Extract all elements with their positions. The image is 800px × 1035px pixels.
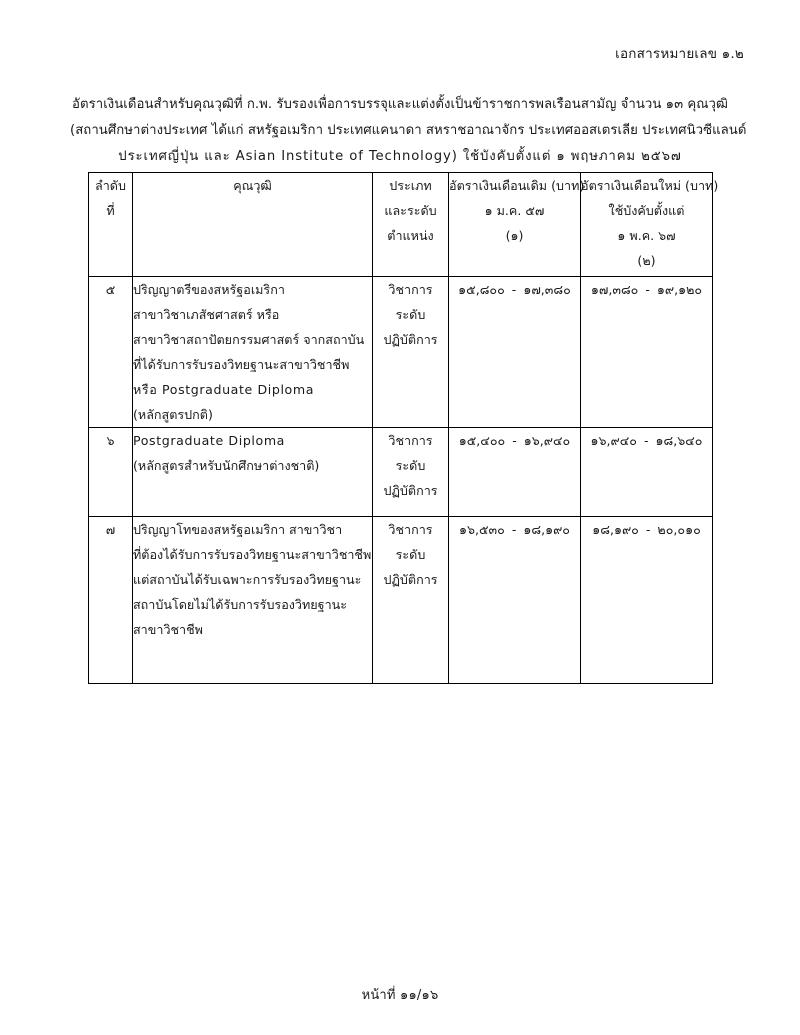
old-rate-max: ๑๗,๓๘๐: [523, 282, 571, 297]
old-rate-cell: [449, 277, 581, 428]
title-line-1: อัตราเงินเดือนสำหรับคุณวุฒิที่ ก.พ. รับรองเพื่อการบรรจุและแต่งตั้งเป็นข้าราชการพลเรือนสามัญ จำนวน ๑๓ คุณวุฒิ: [72, 97, 728, 112]
table-row: [89, 277, 713, 428]
range-dash: -: [511, 282, 517, 297]
qualification-cell: Postgraduate Diploma (หลักสูตรสำหรับนักศึกษาต่างชาติ): [133, 428, 373, 517]
new-rate-max: ๑๙,๑๒๐: [656, 282, 703, 297]
new-rate-cell: [581, 277, 713, 428]
old-rate-max: ๑๘,๑๙๐: [523, 522, 570, 537]
page-footer: หน้าที่ ๑๑/๑๖: [361, 988, 439, 1003]
old-rate-min: ๑๕,๔๐๐: [458, 433, 506, 448]
new-rate-min: ๑๗,๓๘๐: [590, 282, 639, 297]
table-header: [89, 173, 719, 277]
column-header-qualification: คุณวุฒิ: [133, 173, 373, 277]
new-rate-range: [591, 428, 703, 453]
range-dash: -: [511, 522, 517, 537]
new-rate-cell: [581, 517, 713, 684]
new-rate-cell: [581, 428, 713, 517]
type-level-cell: วิชาการ ระดับ ปฏิบัติการ: [373, 277, 449, 428]
row-number-cell: ๕: [89, 277, 133, 428]
page-title: [70, 92, 747, 170]
old-rate-min: ๑๕,๘๐๐: [458, 282, 505, 297]
type-level-cell: วิชาการ ระดับ ปฏิบัติการ: [373, 517, 449, 684]
new-rate-max: ๒๐,๐๑๐: [657, 522, 701, 537]
qualification-cell: ปริญญาตรีของสหรัฐอเมริกา สาขาวิชาเภสัชศาสตร์ หรือ สาขาวิชาสถาปัตยกรรมศาสตร์ จากสถาบัน ที่ได้รับการรับรองวิทยฐานะสาขาวิชาชีพ หรือ Postgraduate Diploma (หลักสูตรปกติ): [133, 277, 373, 428]
new-rate-range: [591, 277, 702, 302]
table-row: [89, 517, 713, 684]
table-header-row: [89, 173, 713, 277]
type-level-cell: วิชาการ ระดับ ปฏิบัติการ: [373, 428, 449, 517]
qualification-cell: ปริญญาโทของสหรัฐอเมริกา สาขาวิชา ที่ต้องได้รับการรับรองวิทยฐานะสาขาวิชาชีพ แต่สถาบันได้รับเฉพาะการรับรองวิทยฐานะ สถาบันโดยไม่ได้รับการรับรองวิทยฐานะ สาขาวิชาชีพ: [133, 517, 373, 684]
table-body: [89, 277, 713, 684]
column-header-no: ลำดับ ที่: [89, 173, 133, 277]
range-dash: -: [643, 433, 649, 448]
old-rate-range: [459, 428, 570, 453]
old-rate-range: [458, 277, 571, 302]
salary-rates-table-wrapper: [88, 172, 719, 684]
title-line-3: ประเทศญี่ปุ่น และ Asian Institute of Technology) ใช้บังคับตั้งแต่ ๑ พฤษภาคม ๒๕๖๗: [118, 149, 682, 164]
new-rate-min: ๑๘,๑๙๐: [592, 522, 639, 537]
old-rate-cell: [449, 517, 581, 684]
column-header-old-rate: อัตราเงินเดือนเดิม (บาท) ๑ ม.ค. ๕๗ (๑): [449, 173, 581, 277]
range-dash: -: [645, 282, 650, 297]
old-rate-min: ๑๖,๕๓๐: [459, 522, 505, 537]
range-dash: -: [645, 522, 651, 537]
salary-rates-table: [88, 172, 719, 684]
old-rate-max: ๑๖,๙๔๐: [523, 433, 571, 448]
range-dash: -: [512, 433, 517, 448]
table-row: [89, 428, 713, 517]
title-line-2: (สถานศึกษาต่างประเทศ ได้แก่ สหรัฐอเมริกา ประเทศแคนาดา สหราชอาณาจักร ประเทศออสเตรเลีย ประเทศนิวซีแลนด์: [70, 123, 747, 138]
old-rate-cell: [449, 428, 581, 517]
new-rate-max: ๑๘,๖๔๐: [655, 433, 703, 448]
column-header-type-level: ประเภท และระดับ ตำแหน่ง: [373, 173, 449, 277]
old-rate-range: [459, 517, 570, 542]
document-number-label: เอกสารหมายเลข ๑.๒: [615, 46, 744, 62]
new-rate-min: ๑๖,๙๔๐: [590, 433, 637, 448]
column-header-new-rate: อัตราเงินเดือนใหม่ (บาท) ใช้บังคับตั้งแต่ ๑ พ.ค. ๖๗ (๒): [581, 173, 713, 277]
row-number-cell: ๖: [89, 428, 133, 517]
row-number-cell: ๗: [89, 517, 133, 684]
new-rate-range: [592, 517, 701, 542]
